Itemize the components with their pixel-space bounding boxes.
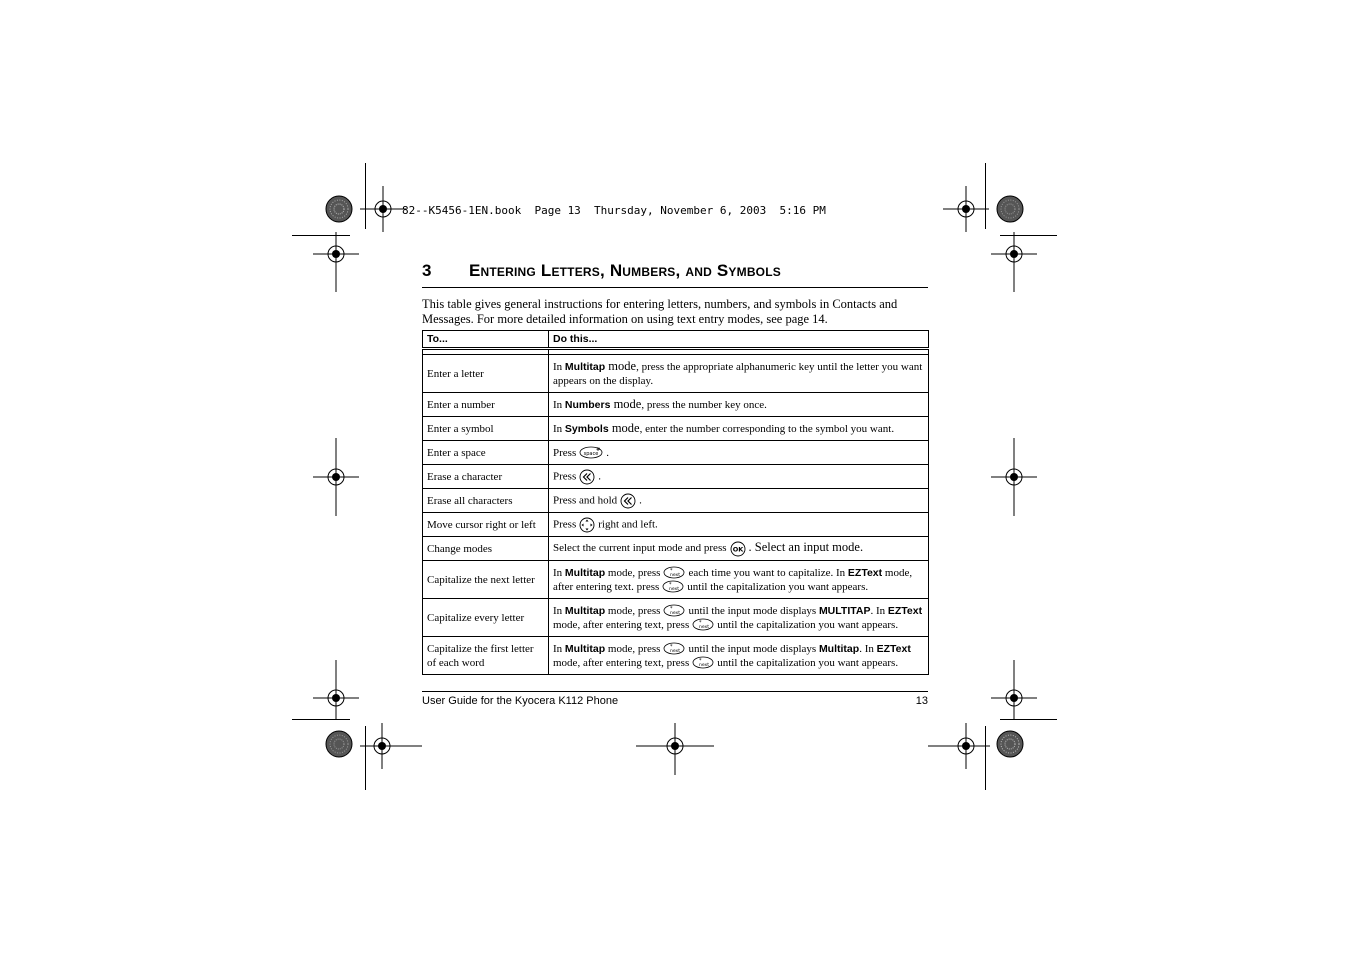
- task-cell: Capitalize every letter: [423, 599, 549, 637]
- table-row: [423, 393, 929, 417]
- svg-text:next: next: [699, 663, 710, 669]
- ok-key-icon: [730, 541, 746, 557]
- table-row: [423, 537, 929, 561]
- task-cell: Move cursor right or left: [423, 513, 549, 537]
- svg-text:*: *: [670, 568, 673, 575]
- svg-text:*: *: [669, 582, 672, 589]
- instruction-cell: Press space # .: [549, 441, 929, 465]
- instruction-cell: In Multitap mode, press * next each time you want to capitalize. In EZText mode, after entering text. press * next until the capitalization you want appears.: [549, 561, 929, 599]
- clear-key-icon: [579, 469, 595, 485]
- table-row: [423, 465, 929, 489]
- shift-next-key-icon: [663, 566, 685, 579]
- instruction-cell: Press .: [549, 465, 929, 489]
- table-row: [423, 441, 929, 465]
- instruction-cell: Select the current input mode and press OK . Select an input mode.: [549, 537, 929, 561]
- starburst-mark-icon: [325, 730, 353, 758]
- registration-mark-icon: [943, 186, 989, 232]
- svg-text:next: next: [670, 611, 681, 617]
- table-row: [423, 513, 929, 537]
- registration-mark-icon: [313, 232, 359, 292]
- task-cell: Erase a character: [423, 465, 549, 489]
- registration-mark-icon: [991, 660, 1037, 720]
- chapter-title: Entering Letters, Numbers, and Symbols: [469, 261, 781, 280]
- shift-next-key-icon: [662, 580, 684, 593]
- starburst-mark-icon: [996, 195, 1024, 223]
- chapter-number: 3: [422, 261, 432, 280]
- clear-key-icon: [620, 493, 636, 509]
- task-cell: Enter a space: [423, 441, 549, 465]
- instruction-cell: In Multitap mode, press the appropriate alphanumeric key until the letter you want appears on the display.: [549, 355, 929, 393]
- task-cell: Enter a letter: [423, 355, 549, 393]
- svg-text:next: next: [699, 625, 710, 631]
- column-header: Do this...: [549, 331, 929, 349]
- page-number: 13: [915, 695, 928, 707]
- shift-next-key-icon: [663, 642, 685, 655]
- shift-next-key-icon: [663, 604, 685, 617]
- registration-mark-icon: [636, 723, 714, 775]
- instruction-cell: In Multitap mode, press * next until the input mode displays Multitap. In EZText mode, after entering text, press * next until the capitalization you want appears.: [549, 637, 929, 675]
- instruction-cell: Press and hold .: [549, 489, 929, 513]
- task-cell: Erase all characters: [423, 489, 549, 513]
- svg-text:#: #: [596, 447, 601, 454]
- page-footer: [422, 691, 928, 709]
- instruction-cell: In Symbols mode, enter the number corresponding to the symbol you want.: [549, 417, 929, 441]
- task-cell: Change modes: [423, 537, 549, 561]
- text-entry-table: [422, 330, 929, 675]
- table-header-row: [423, 331, 929, 349]
- table-row: [423, 417, 929, 441]
- table-row: [423, 489, 929, 513]
- shift-next-key-icon: [692, 656, 714, 669]
- registration-mark-icon: [360, 186, 406, 232]
- shift-next-key-icon: [692, 618, 714, 631]
- svg-text:*: *: [699, 658, 702, 665]
- table-row: [423, 561, 929, 599]
- task-cell: Enter a symbol: [423, 417, 549, 441]
- svg-text:*: *: [670, 644, 673, 651]
- navigation-key-icon: [579, 517, 595, 533]
- table-row: [423, 637, 929, 675]
- svg-text:next: next: [670, 649, 681, 655]
- instruction-cell: Press right and left.: [549, 513, 929, 537]
- starburst-mark-icon: [996, 730, 1024, 758]
- starburst-mark-icon: [325, 195, 353, 223]
- space-key-icon: [579, 446, 603, 459]
- registration-mark-icon: [991, 438, 1037, 516]
- table-row: [423, 355, 929, 393]
- chapter-heading: [422, 259, 928, 288]
- task-cell: Enter a number: [423, 393, 549, 417]
- registration-mark-icon: [991, 232, 1037, 292]
- svg-text:next: next: [669, 587, 680, 593]
- registration-mark-icon: [928, 723, 990, 769]
- task-cell: Capitalize the first letter of each word: [423, 637, 549, 675]
- instruction-cell: In Multitap mode, press * next until the input mode displays MULTITAP. In EZText mode, after entering text, press * next until the capitalization you want appears.: [549, 599, 929, 637]
- print-slug: 82--K5456-1EN.book Page 13 Thursday, November 6, 2003 5:16 PM: [402, 204, 826, 217]
- svg-text:*: *: [699, 620, 702, 627]
- task-cell: Capitalize the next letter: [423, 561, 549, 599]
- column-header: To...: [423, 331, 549, 349]
- svg-text:*: *: [670, 606, 673, 613]
- intro-paragraph: This table gives general instructions for entering letters, numbers, and symbols in Contacts and Messages. For more detailed information on using text entry modes, see page 14.: [422, 297, 898, 326]
- svg-text:next: next: [670, 573, 681, 579]
- svg-text:OK: OK: [732, 545, 743, 554]
- registration-mark-icon: [313, 438, 359, 516]
- registration-mark-icon: [313, 660, 359, 720]
- instruction-cell: In Numbers mode, press the number key once.: [549, 393, 929, 417]
- table-row: [423, 599, 929, 637]
- svg-text:space: space: [583, 451, 599, 458]
- footer-title: User Guide for the Kyocera K112 Phone: [422, 695, 619, 707]
- registration-mark-icon: [360, 723, 422, 769]
